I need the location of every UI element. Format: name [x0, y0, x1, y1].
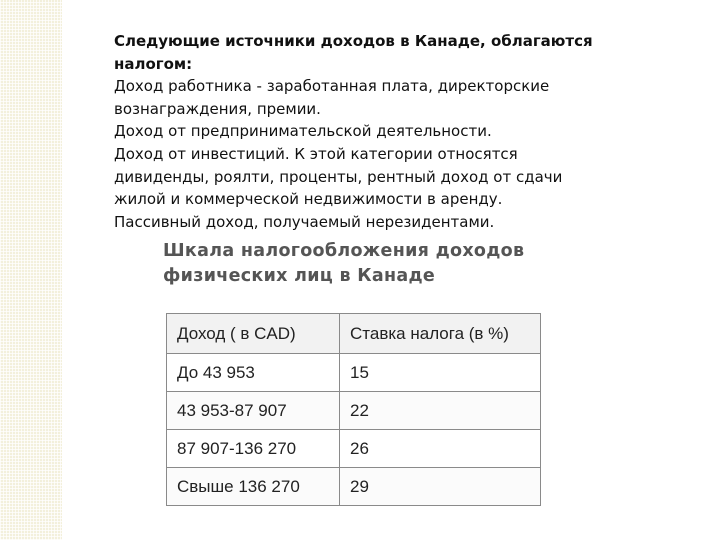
rate-cell: 22: [340, 392, 541, 430]
decorative-side-pattern: [0, 0, 62, 540]
column-header-income: Доход ( в CAD): [167, 314, 340, 354]
income-item-employment: Доход работника - заработанная плата, директорские вознаграждения, премии.: [114, 77, 550, 118]
income-cell: 87 907-136 270: [167, 430, 340, 468]
table-row: [167, 468, 541, 506]
tax-rate-table: [166, 313, 541, 506]
rate-cell: 29: [340, 468, 541, 506]
income-item-investment: Доход от инвестиций. К этой категории относятся дивиденды, роялти, проценты, рентный доход от сдачи жилой и коммерческой недвижимости в аренду.: [114, 144, 563, 209]
table-row: [167, 392, 541, 430]
income-item-business: Доход от предпринимательской деятельности.: [114, 122, 492, 141]
income-item-passive: Пассивный доход, получаемый нерезидентами.: [114, 212, 495, 231]
table-row: [167, 430, 541, 468]
income-cell: 43 953-87 907: [167, 392, 340, 430]
column-header-rate: Ставка налога (в %): [340, 314, 541, 354]
scale-title: Шкала налогообложения доходов физических лиц в Канаде: [163, 241, 525, 286]
rate-cell: 26: [340, 430, 541, 468]
income-cell: Свыше 136 270: [167, 468, 340, 506]
intro-text: [114, 30, 614, 233]
table-row: [167, 354, 541, 392]
income-cell: До 43 953: [167, 354, 340, 392]
intro-heading: Следующие источники доходов в Канаде, облагаются налогом:: [114, 32, 593, 73]
table-header-row: [167, 314, 541, 354]
rate-cell: 15: [340, 354, 541, 392]
